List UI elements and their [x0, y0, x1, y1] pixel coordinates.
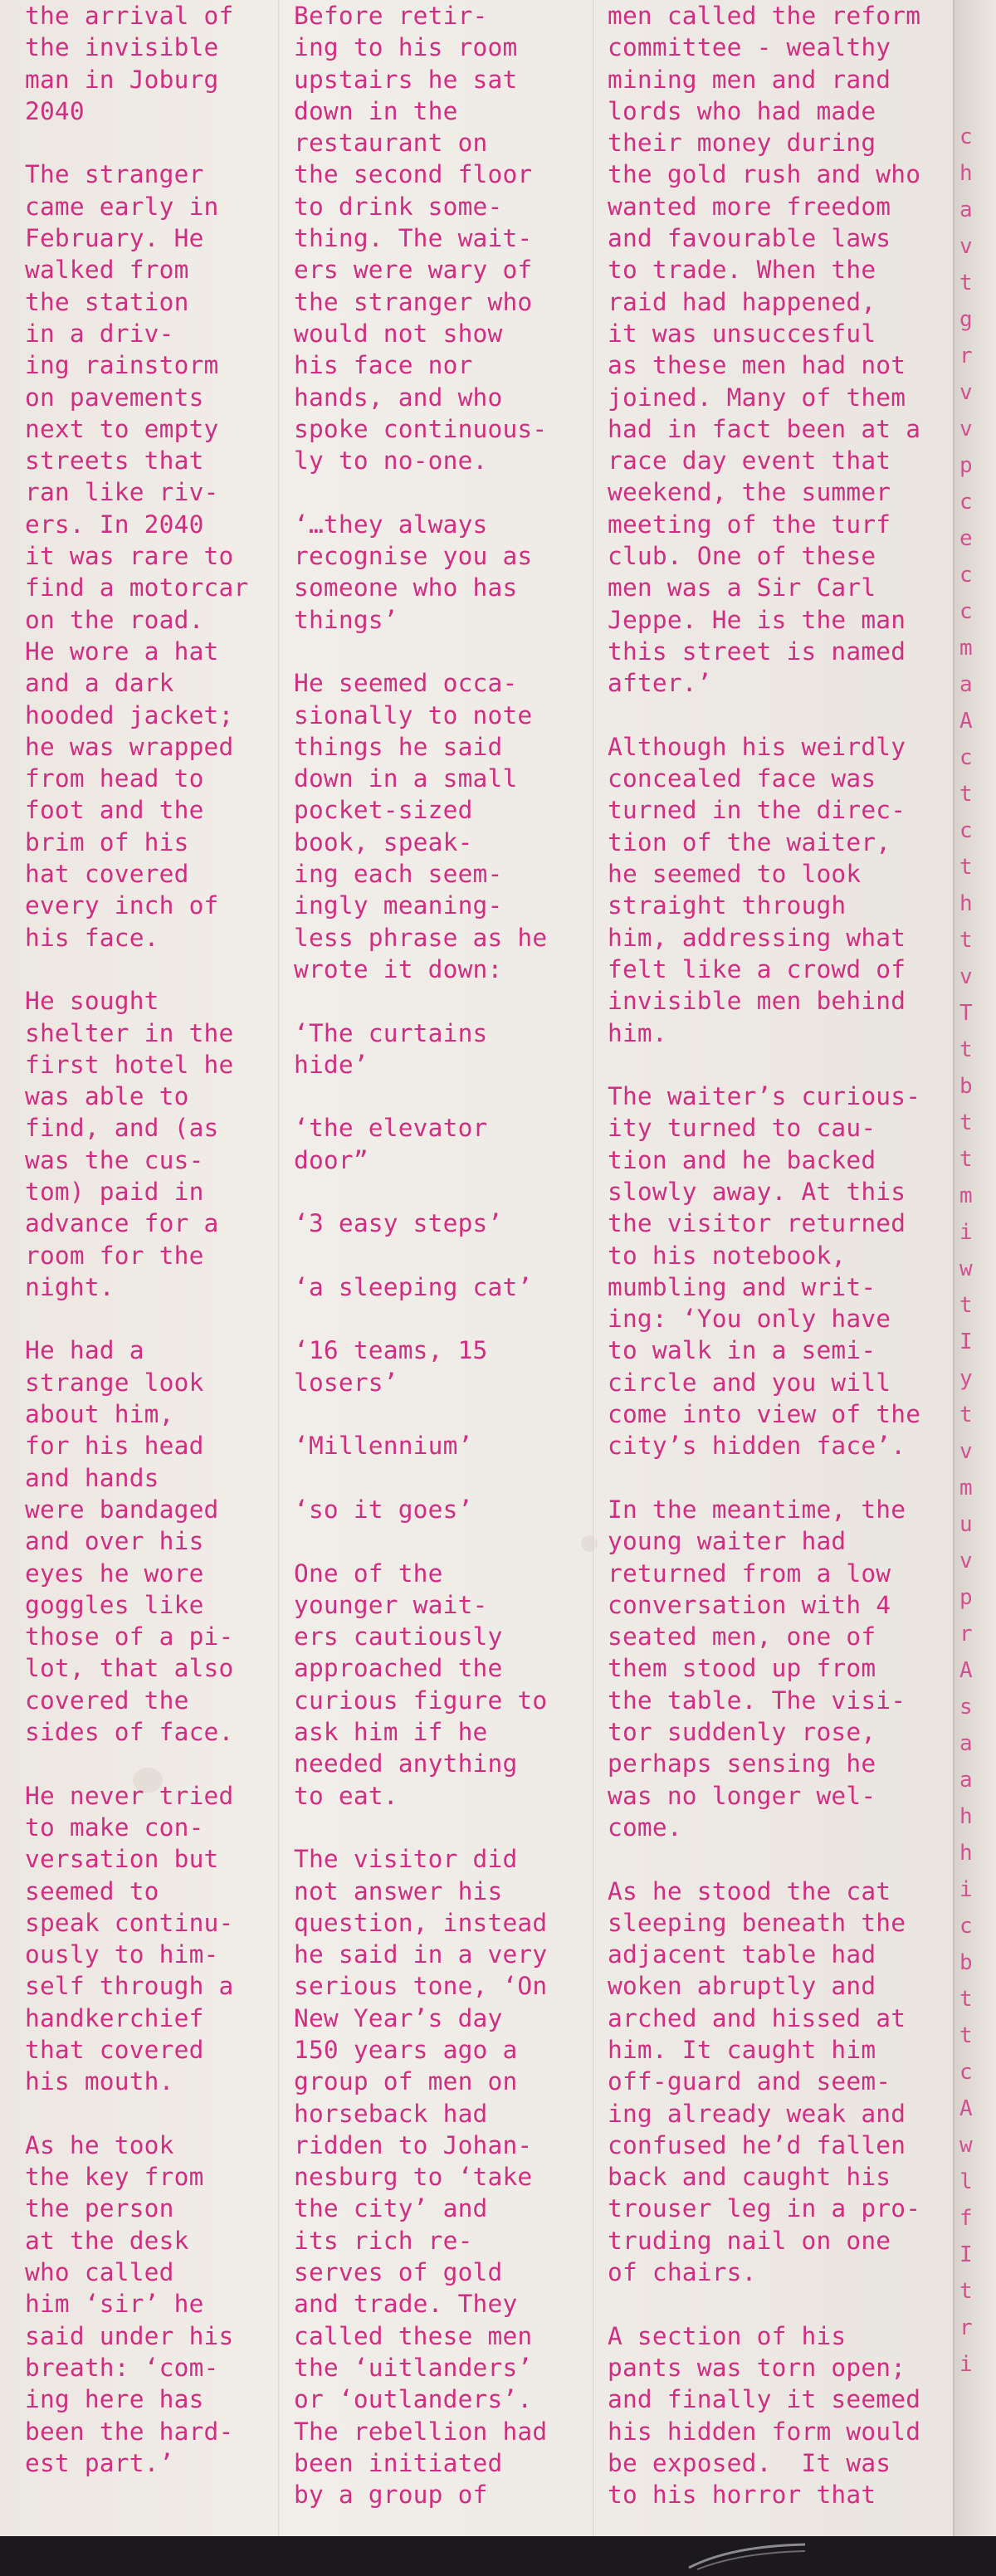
edge-letter: A [959, 709, 973, 734]
paragraph: He had a strange look about him, for his head and hands were bandaged and over his eyes he wore goggles like those of a pi- lot, that also covered the sides of face. [25, 1336, 234, 1747]
edge-letter: i [959, 1220, 973, 1245]
edge-letter: y [959, 1366, 973, 1391]
paragraph: ‘The curtains hide’ [294, 1018, 488, 1079]
edge-letter: b [959, 1074, 973, 1099]
edge-letter: h [959, 161, 973, 186]
column-divider [278, 0, 281, 2536]
edge-letter: p [959, 1585, 973, 1610]
edge-letter: t [959, 855, 973, 880]
edge-letter: t [959, 1110, 973, 1135]
paper-stain [581, 1535, 598, 1552]
edge-letter: t [959, 2279, 973, 2304]
edge-letter: I [959, 1329, 973, 1354]
edge-letter: t [959, 928, 973, 953]
edge-letter: g [959, 307, 973, 332]
paragraph: ‘…they always recognise you as someone who has things’ [294, 510, 533, 634]
edge-letter: t [959, 2023, 973, 2048]
paragraph: ‘Millennium’ [294, 1432, 473, 1461]
edge-letter: c [959, 2060, 973, 2085]
edge-letter: c [959, 818, 973, 843]
edge-letter: p [959, 453, 973, 478]
edge-letter: w [959, 1256, 973, 1281]
edge-letter: a [959, 1768, 973, 1793]
edge-letter: t [959, 1293, 973, 1318]
edge-letter: a [959, 1731, 973, 1756]
edge-letter: c [959, 745, 973, 770]
edge-letter: v [959, 380, 973, 405]
edge-letter: t [959, 1987, 973, 2012]
edge-letter: v [959, 1439, 973, 1464]
edge-letter: t [959, 1147, 973, 1172]
paragraph: The visitor did not answer his question, instead he said in a very serious tone, ‘On New Year’s day 150 years ago a group of men on horseback had ridden to Johan- nesburg to ‘take the city’ and its rich re- serves of gold and trade. They called these men the ‘uitlanders’ or ‘outlanders’. The rebellion had been initiated by a group of [294, 1845, 548, 2510]
article-column-3 [608, 0, 956, 2543]
edge-letter: v [959, 417, 973, 442]
edge-letter: b [959, 1950, 973, 1975]
edge-letter: l [959, 2169, 973, 2194]
paragraph: One of the younger wait- ers cautiously approached the curious figure to ask him if he needed anything to eat. [294, 1559, 548, 1810]
paragraph: ‘the elevator door” [294, 1114, 488, 1174]
edge-letter: r [959, 1622, 973, 1647]
column-divider [593, 0, 595, 2536]
edge-letter: c [959, 1914, 973, 1939]
edge-letter: h [959, 1841, 973, 1866]
paragraph: ‘16 teams, 15 losers’ [294, 1336, 488, 1397]
edge-letter: i [959, 2352, 973, 2377]
paragraph: He sought shelter in the first hotel he was able to find, and (as was the cus- tom) paid in advance for a room for the night. [25, 987, 234, 1301]
edge-letter: u [959, 1512, 973, 1537]
edge-letter: m [959, 636, 973, 661]
adjacent-page-edge [953, 0, 996, 2536]
paragraph: The waiter’s curious- ity turned to cau- tion and he backed slowly away. At this the visitor returned to his notebook, mumbling and writ- ing: ‘You only have to walk in a semi- circle and you will come into view of the city’s hidden face’. [608, 1082, 921, 1461]
paper-clip-icon [681, 2539, 813, 2573]
edge-letter: I [959, 2242, 973, 2267]
edge-letter: a [959, 198, 973, 222]
edge-letter: c [959, 490, 973, 515]
paragraph: ‘a sleeping cat’ [294, 1272, 533, 1301]
edge-letter: i [959, 1877, 973, 1902]
edge-letter: f [959, 2206, 973, 2231]
paragraph: He never tried to make con- versation but seemed to speak continu- ously to him- self through a handkerchief that covered his mouth. [25, 1781, 234, 2096]
edge-letter: v [959, 1549, 973, 1573]
edge-letter: e [959, 526, 973, 551]
paragraph: As he stood the cat sleeping beneath the adjacent table had woken abruptly and arched and hissed at him. It caught him off-guard and seem- ing already weak and confused he’d fallen back and caught his trouser leg in a pro- truding nail on one of chairs. [608, 1876, 921, 2287]
paragraph: In the meantime, the young waiter had returned from a low conversation with 4 seated men, one of them stood up from the table. The visi- tor suddenly rose, perhaps sensing he was no longer wel- come. [608, 1495, 906, 1842]
paragraph: men called the reform committee - wealthy mining men and rand lords who had made their money during the gold rush and who wanted more freedom and favourable laws to trade. When the raid had happened, it was unsuccesful as these men had not joined. Many of them had in fact been at a race day event that weekend, the summer meeting of the turf club. One of these men was a Sir Carl Jeppe. He is the man this street is named after.’ [608, 2, 921, 698]
edge-letter: h [959, 891, 973, 916]
edge-letter: a [959, 672, 973, 697]
edge-letter: r [959, 344, 973, 368]
edge-letter: A [959, 2096, 973, 2121]
edge-letter: c [959, 599, 973, 624]
edge-letter: c [959, 563, 973, 588]
article-column-1 [25, 0, 266, 2510]
paragraph: The stranger came early in February. He walked from the station in a driv- ing rainstorm on pavements next to empty streets that ran like riv- ers. In 2040 it was rare to find a motorcar on the road. He wore a hat and a dark hooded jacket; he was wrapped from head to foot and the brim of his hat covered every inch of his face. [25, 160, 249, 952]
edge-letter: m [959, 1476, 973, 1500]
paragraph: ‘3 easy steps’ [294, 1209, 503, 1238]
edge-letter: w [959, 2133, 973, 2158]
paragraph: He seemed occa- sionally to note things he said down in a small pocket-sized book, speak- ing each seem- ingly meaning- less phrase as he wrote it down: [294, 669, 548, 983]
edge-letter: v [959, 234, 973, 259]
edge-letter: t [959, 1037, 973, 1062]
article-column-2 [294, 0, 576, 2543]
paragraph: As he took the key from the person at the desk who called him ‘sir’ he said under his breath: ‘com- ing here has been the hard- est part.’ [25, 2130, 234, 2477]
paragraph: Although his weirdly concealed face was turned in the direc- tion of the waiter, he seemed to look straight through him, addressing what felt like a crowd of invisible men behind him. [608, 732, 906, 1047]
edge-letter: t [959, 782, 973, 807]
edge-letter: t [959, 1403, 973, 1427]
edge-letter: v [959, 964, 973, 989]
paragraph: the arrival of the invisible man in Joburg 2040 [25, 2, 234, 125]
edge-letter: r [959, 2315, 973, 2340]
paragraph: Before retir- ing to his room upstairs he sat down in the restaurant on the second floor to drink some- thing. The wait- ers were wary of the stranger who would not show his face nor hands, and who spoke continuous- ly to no-one. [294, 2, 548, 476]
paragraph: A section of his pants was torn open; and finally it seemed his hidden form would be exposed. It was to his horror that [608, 2321, 921, 2510]
edge-letter: A [959, 1658, 973, 1683]
paragraph: ‘so it goes’ [294, 1495, 473, 1524]
edge-letter: t [959, 271, 973, 295]
scan-background [0, 2536, 996, 2576]
edge-letter: h [959, 1804, 973, 1829]
edge-letter: m [959, 1183, 973, 1208]
edge-letter: c [959, 124, 973, 149]
edge-letter: s [959, 1695, 973, 1720]
edge-letter: T [959, 1001, 973, 1026]
